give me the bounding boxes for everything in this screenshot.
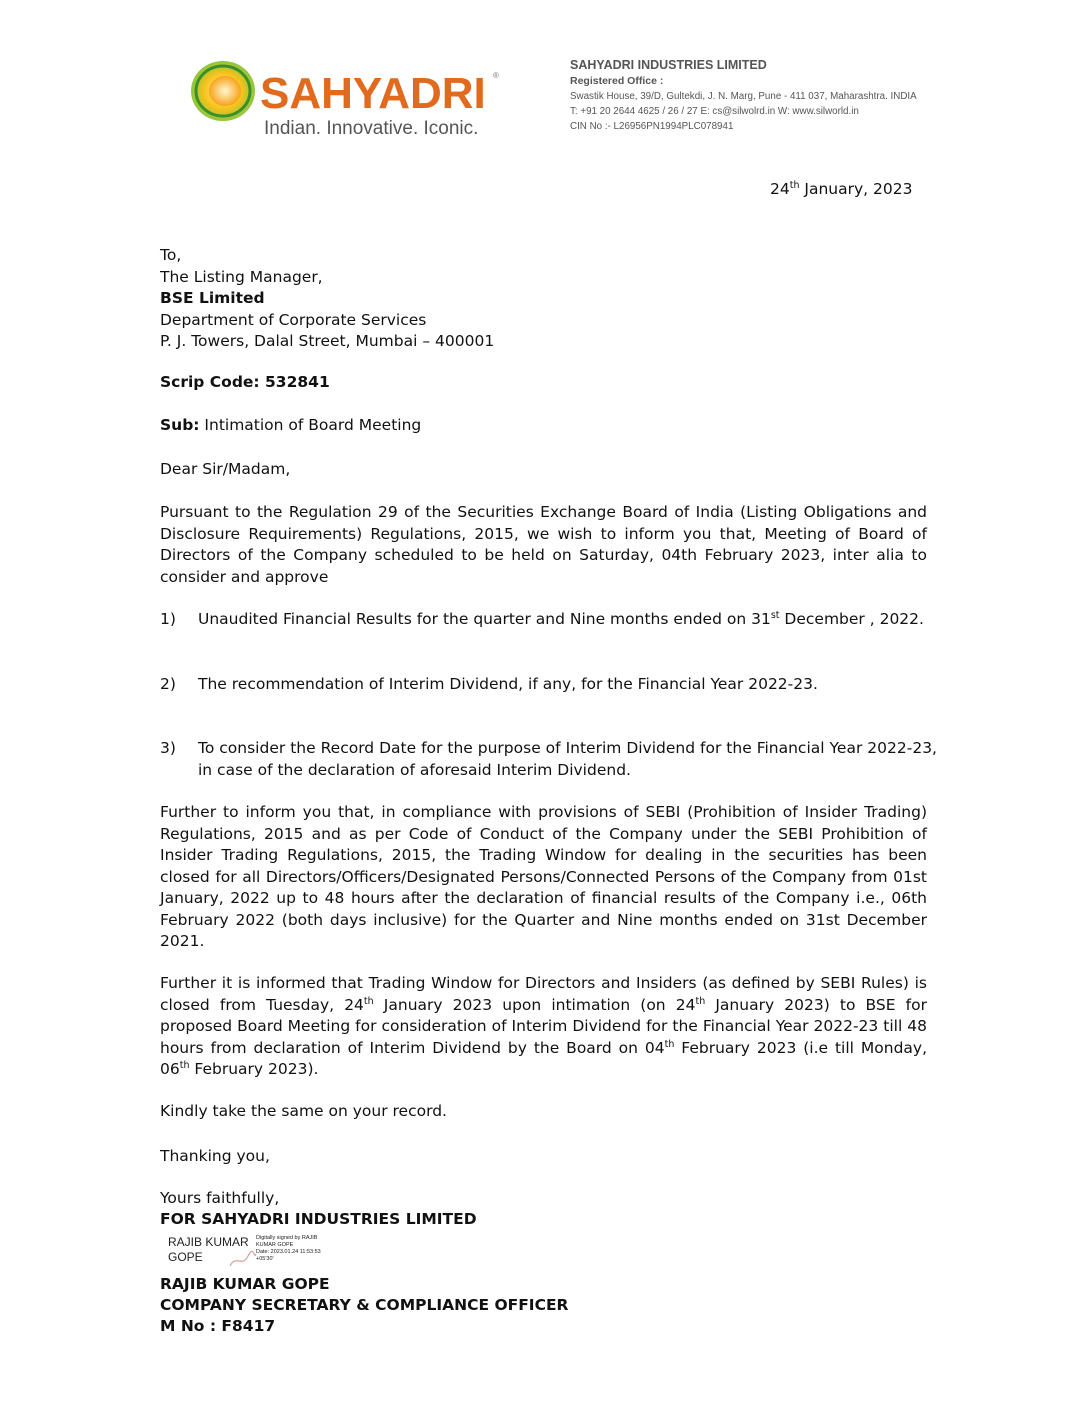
paragraph-text-part: February 2023 (i.e till Monday, 06 — [160, 1038, 928, 1078]
ordinal-suffix: th — [664, 1038, 675, 1050]
registered-office-label: Registered Office : — [570, 75, 664, 87]
paragraph-text-part: January 2023) to BSE for proposed Board Meeting for consideration of Interim Dividend for the Financial Year 2022-23 till 48 hours from declaration of Interim Dividend by the Board on 04 — [160, 995, 927, 1057]
addressee-to: To, — [160, 246, 182, 264]
addressee-role: The Listing Manager, — [160, 267, 323, 286]
agenda-item-number: 2) — [160, 675, 176, 693]
signature-detail-line: +05'30' — [256, 1256, 274, 1262]
agenda-item-text-part: Unaudited Financial Results for the quarter and Nine months ended on 31 — [198, 610, 771, 628]
subject-label: Sub: — [160, 416, 200, 434]
paragraph-trading-window-2022: Further to inform you that, in compliance with provisions of SEBI (Prohibition of Insider Trading) Regulations, 2015 and as per Code of Conduct of the Company under the SEBI Prohibition of Insider Trading Regulations, 2015, the Trading Window for dealing in the securities has been closed for all Directors/Officers/Designated Persons/Connected Persons of the Company from 01st January, 2022 up to 48 hours after the declaration of financial results of the Company i.e., 06th February 2022 (both days inclusive) for the Quarter and Nine months ended on 31st December 2021. — [160, 803, 927, 950]
agenda-item-text-part: December , 2022. — [779, 610, 924, 628]
signature-details — [256, 1235, 336, 1263]
signature-scribble-icon — [228, 1250, 258, 1270]
signature-detail-line: Date: 2023.01.24 11:53:53 — [256, 1249, 321, 1255]
paragraph-text-part: February 2023). — [189, 1060, 319, 1078]
officer-title: COMPANY SECRETARY & COMPLIANCE OFFICER — [160, 1296, 569, 1314]
ordinal-suffix: st — [770, 609, 780, 621]
paragraph-text-part: Further it is informed that Trading Window for Directors and Insiders (as defined by SEBI Rules) is closed from Tuesday, 24 — [160, 974, 927, 1014]
addressee-dept: Department of Corporate Services — [160, 310, 427, 329]
paragraph-trading-window-2023 — [160, 973, 927, 1081]
date-month-year: January, 2023 — [799, 180, 913, 198]
subject-text: Intimation of Board Meeting — [199, 416, 422, 434]
agenda-item-text — [198, 609, 937, 631]
letterhead-company-details — [570, 58, 990, 134]
agenda-item-number: 3) — [160, 739, 176, 757]
agenda-item-number: 1) — [160, 610, 176, 628]
closing-yours-faithfully: Yours faithfully, — [160, 1189, 280, 1207]
brand-tagline: Indian. Innovative. Iconic. — [264, 118, 479, 139]
officer-block — [160, 1274, 568, 1337]
addressee-org: BSE Limited — [160, 289, 265, 307]
paragraph-text-part: January 2023 upon intimation (on 24 — [373, 995, 696, 1014]
ordinal-suffix: th — [179, 1059, 190, 1071]
sahyadri-logo — [190, 58, 510, 143]
scrip-code: Scrip Code: 532841 — [160, 373, 330, 391]
signing-company: FOR SAHYADRI INDUSTRIES LIMITED — [160, 1210, 477, 1228]
officer-membership: M No : F8417 — [160, 1317, 276, 1335]
ordinal-suffix: th — [363, 995, 374, 1007]
officer-name: RAJIB KUMAR GOPE — [160, 1275, 330, 1293]
letter-date — [770, 179, 912, 201]
letterhead-company-name: SAHYADRI INDUSTRIES LIMITED — [570, 58, 767, 72]
agenda-item-text: To consider the Record Date for the purpose of Interim Dividend for the Financial Year 2022-23, in case of the declaration of aforesaid Interim Dividend. — [198, 739, 937, 779]
signature-detail-line: Digitally signed by RAJIB — [256, 1235, 318, 1241]
signature-name-line: GOPE — [168, 1250, 203, 1264]
registered-mark: ® — [493, 71, 499, 80]
ordinal-suffix: th — [695, 995, 706, 1007]
signature-name-line: RAJIB KUMAR — [168, 1235, 249, 1249]
subject-line — [160, 415, 421, 437]
closing-record-line: Kindly take the same on your record. — [160, 1102, 447, 1120]
agenda-item-text: The recommendation of Interim Dividend, if any, for the Financial Year 2022-23. — [198, 675, 818, 693]
logo-inner-circle — [209, 76, 241, 106]
brand-wordmark: SAHYADRI — [260, 69, 486, 118]
signature-detail-line: KUMAR GOPE — [256, 1242, 294, 1248]
date-suffix: th — [789, 179, 800, 191]
digital-signature — [168, 1235, 388, 1275]
closing-thanks: Thanking you, — [160, 1147, 270, 1165]
cin-number: CIN No :- L26956PN1994PLC078941 — [570, 121, 734, 132]
paragraph-regulation-29: Pursuant to the Regulation 29 of the Securities Exchange Board of India (Listing Obligations and Disclosure Requirements) Regulations, 2015, we wish to inform you that, Meeting of Board of Directors of the Company scheduled to be held on Saturday, 04th February 2023, inter alia to consider and approve — [160, 503, 927, 586]
salutation: Dear Sir/Madam, — [160, 460, 291, 478]
contact-line: T: +91 20 2644 4625 / 26 / 27 E: cs@silwolrd.in W: www.silworld.in — [570, 106, 859, 117]
addressee-address: P. J. Towers, Dalal Street, Mumbai – 400001 — [160, 332, 495, 350]
date-day: 24 — [770, 180, 790, 198]
registered-address: Swastik House, 39/D, Gultekdi, J. N. Marg, Pune - 411 037, Maharashtra. INDIA — [570, 91, 917, 102]
addressee-block — [160, 245, 494, 353]
